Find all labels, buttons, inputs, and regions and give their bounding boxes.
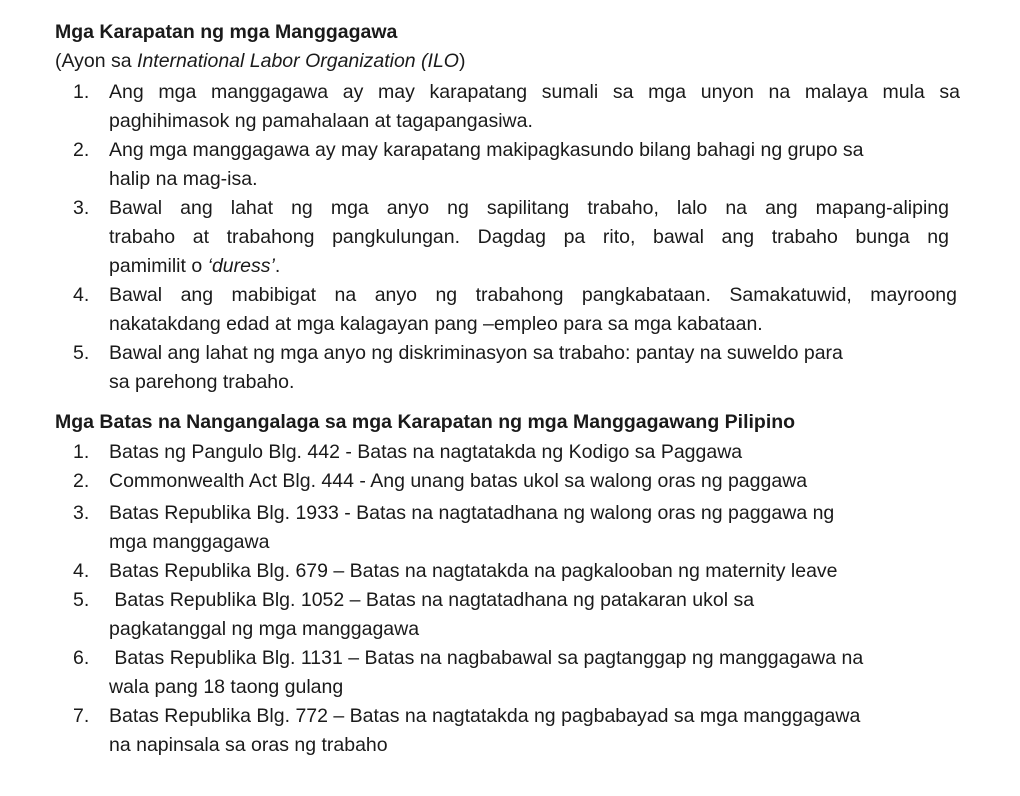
list-item [55,281,970,339]
item-text: sa parehong trabaho. [109,371,295,393]
laws-list [55,438,970,760]
list-item [55,78,970,136]
item-text: trabaho at trabahong pangkulungan. Dagdag pa rito, bawal ang trabaho bunga ng [109,226,949,248]
item-number: 6. [73,647,90,669]
item-text: paghihimasok ng pamahalaan at tagapangasiwa. [109,110,533,132]
item-number: 1. [73,441,90,463]
item-number: 4. [73,560,90,582]
item-number: 2. [73,139,90,161]
item-text: Commonwealth Act Blg. 444 - Ang unang batas ukol sa walong oras ng paggawa [109,470,808,492]
item-number: 3. [73,197,90,219]
item-text: Batas Republika Blg. 1933 - Batas na nagtatadhana ng walong oras ng paggawa ng [109,502,835,524]
item-text: halip na mag-isa. [109,168,258,190]
item-text-suffix: . [274,255,281,277]
item-number: 2. [73,470,90,492]
list-item [55,557,970,586]
rights-list [55,78,970,397]
item-text: nakatakdang edad at mga kalagayan pang –empleo para sa mga kabataan. [109,313,763,335]
item-text [109,252,970,281]
list-item [55,499,970,557]
item-number: 5. [73,589,90,611]
list-item [55,644,970,702]
item-text: Batas ng Pangulo Blg. 442 - Batas na nagtatakda ng Kodigo sa Paggawa [109,441,743,463]
item-text: Batas Republika Blg. 1131 – Batas na nagbabawal sa pagtanggap ng manggagawa na [109,647,864,669]
subtitle-organization: International Labor Organization (ILO [137,50,459,72]
subtitle-suffix: ) [458,50,466,72]
list-item [55,586,970,644]
item-text: Ang mga manggagawa ay may karapatang makipagkasundo bilang bahagi ng grupo sa [109,139,864,161]
item-text: Batas Republika Blg. 679 – Batas na nagtatakda na pagkalooban ng maternity leave [109,560,838,582]
item-number: 3. [73,502,90,524]
list-item [55,194,970,281]
list-item [55,438,970,467]
cropped-text-fragment [40,0,120,3]
item-text: Ang mga manggagawa ay may karapatang sumali sa mga unyon na malaya mula sa [109,81,960,103]
rights-heading: Mga Karapatan ng mga Manggagawa [55,21,398,43]
item-text: na napinsala sa oras ng trabaho [109,734,388,756]
item-number: 4. [73,284,90,306]
item-text: Batas Republika Blg. 772 – Batas na nagtatakda ng pagbabayad sa mga manggagawa [109,705,861,727]
subtitle-prefix: (Ayon sa [55,50,138,72]
list-item [55,339,970,397]
rights-subtitle [55,47,970,76]
item-number: 7. [73,705,90,727]
item-text: Bawal ang lahat ng mga anyo ng diskriminasyon sa trabaho: pantay na suweldo para [109,342,843,364]
item-number: 1. [73,81,90,103]
item-text: Bawal ang lahat ng mga anyo ng sapilitang trabaho, lalo na ang mapang-aliping [109,197,949,219]
item-text: mga manggagawa [109,531,270,553]
list-item [55,702,970,760]
item-text: Batas Republika Blg. 1052 – Batas na nagtatadhana ng patakaran ukol sa [109,589,755,611]
item-text: pagkatanggal ng mga manggagawa [109,618,420,640]
laws-heading: Mga Batas na Nangangalaga sa mga Karapatan ng mga Manggagawang Pilipino [55,411,796,433]
item-number: 5. [73,342,90,364]
item-text-prefix: pamimilit o [109,255,208,277]
rights-section [55,18,970,397]
item-text: Bawal ang mabibigat na anyo ng trabahong pangkabataan. Samakatuwid, mayroong [109,284,957,306]
item-text-italic: ‘duress’ [207,255,275,277]
laws-section [55,408,970,760]
item-text: wala pang 18 taong gulang [109,676,344,698]
list-item [55,136,970,194]
list-item [55,467,970,496]
